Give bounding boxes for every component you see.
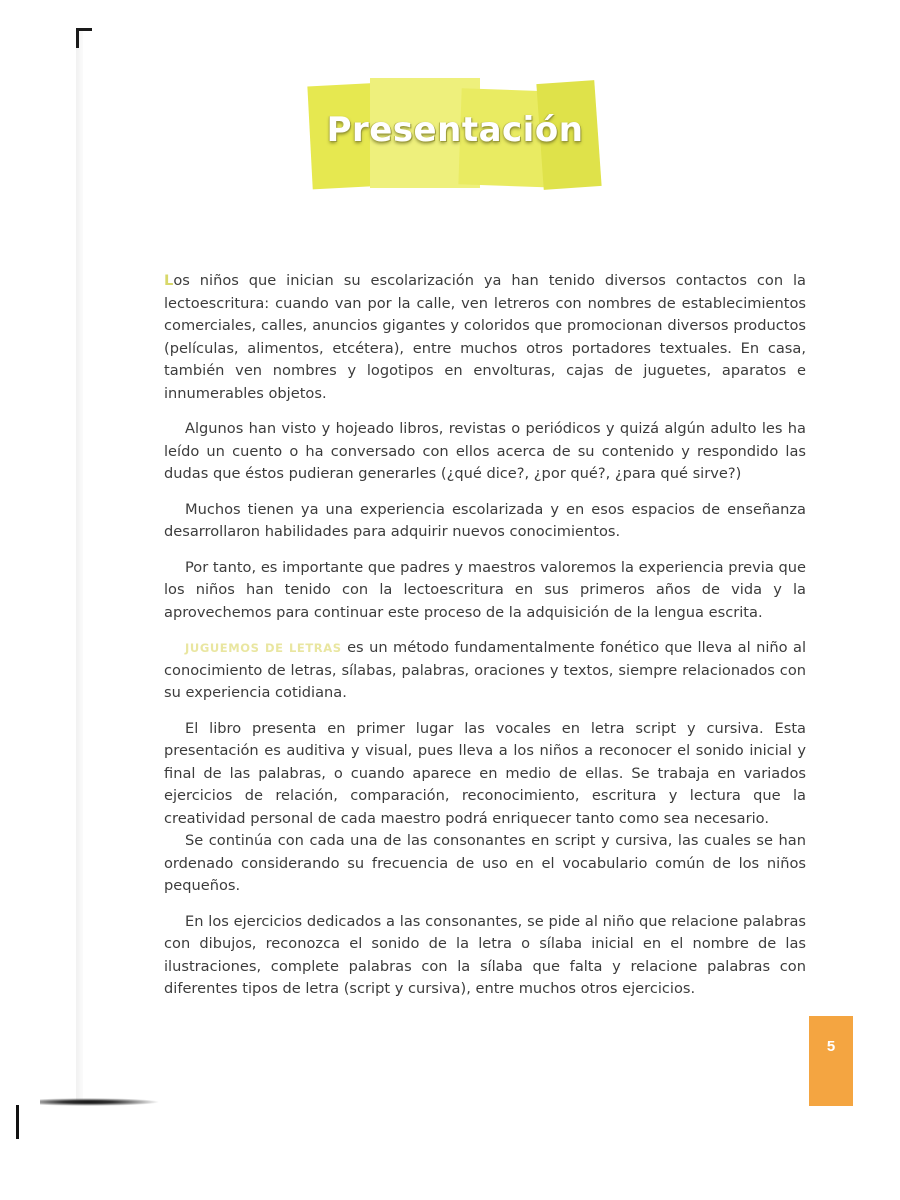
paragraph-text: Por tanto, es importante que padres y maestros valoremos la experiencia previa que los niños han tenido con la lectoescritura en sus primeros años de vida y la aprovechemos para continuar este proceso de la adquisición de la lengua escrita.	[164, 558, 806, 621]
scan-corner-mark	[76, 28, 79, 48]
paragraph-text: En los ejercicios dedicados a las consonantes, se pide al niño que relacione palabras con dibujos, reconozca el sonido de la letra o sílaba inicial en el nombre de las ilustraciones, complete palabras con la sílaba que falta y relacione palabras con diferentes tipos de letra (script y cursiva), entre muchos otros ejercicios.	[164, 912, 806, 997]
paragraph	[164, 637, 806, 705]
scan-bottom-shadow	[40, 1098, 160, 1106]
paragraph-intro	[164, 270, 806, 405]
paragraph-text: El libro presenta en primer lugar las vocales en letra script y cursiva. Esta presentación es auditiva y visual, pues lleva a los niños a reconocer el sonido inicial y final de las palabras, o cuando aparece en medio de ellas. Se trabaja en variados ejercicios de relación, comparación, reconocimiento, escritura y lectura que la creatividad personal de cada maestro podrá enriquecer tanto como sea necesario.	[164, 719, 806, 827]
paragraph	[164, 418, 806, 486]
paragraph-text: Se continúa con cada una de las consonantes en script y cursiva, las cuales se han ordenado considerando su frecuencia de uso en el vocabulario común de los niños pequeños.	[164, 832, 806, 894]
paragraph	[164, 830, 806, 898]
page-title: Presentación	[326, 110, 584, 150]
paragraph	[164, 557, 806, 625]
drop-cap: L	[164, 272, 174, 289]
paragraph	[164, 718, 806, 831]
page-number-tab	[809, 1016, 853, 1106]
book-brand-name: JUGUEMOS DE LETRAS	[185, 641, 342, 655]
paragraph	[164, 911, 806, 1001]
paragraph	[164, 499, 806, 544]
page-number: 5	[826, 1038, 836, 1055]
paragraph-text: Algunos han visto y hojeado libros, revistas o periódicos y quizá algún adulto les ha leído un cuento o ha conversado con ellos acerca de su contenido y respondido las dudas que éstos pudieran generarles (¿qué dice?, ¿por qué?, ¿para qué sirve?)	[164, 420, 806, 482]
body-text	[164, 270, 806, 1014]
scan-bottom-mark	[16, 1105, 19, 1139]
paragraph-text: Muchos tienen ya una experiencia escolarizada y en esos espacios de enseñanza desarrollaron habilidades para adquirir nuevos conocimientos.	[164, 500, 806, 540]
paragraph-text: es un método fundamentalmente fonético que lleva al niño al conocimiento de letras, sílabas, palabras, oraciones y textos, siempre relacionados con su experiencia cotidiana.	[164, 639, 806, 701]
paragraph-text: os niños que inician su escolarización ya han tenido diversos contactos con la lectoescritura: cuando van por la calle, ven letreros con nombres de establecimientos comerciales, calles, anuncios gigantes y coloridos que promocionan diversos productos (películas, alimentos, etcétera), entre muchos otros portadores textuales. En casa, también ven nombres y logotipos en envolturas, cajas de juguetes, aparatos e innumerables objetos.	[164, 272, 806, 402]
scan-edge-shadow	[76, 28, 83, 1100]
scan-corner-tick	[76, 28, 92, 31]
title-banner	[300, 72, 610, 192]
